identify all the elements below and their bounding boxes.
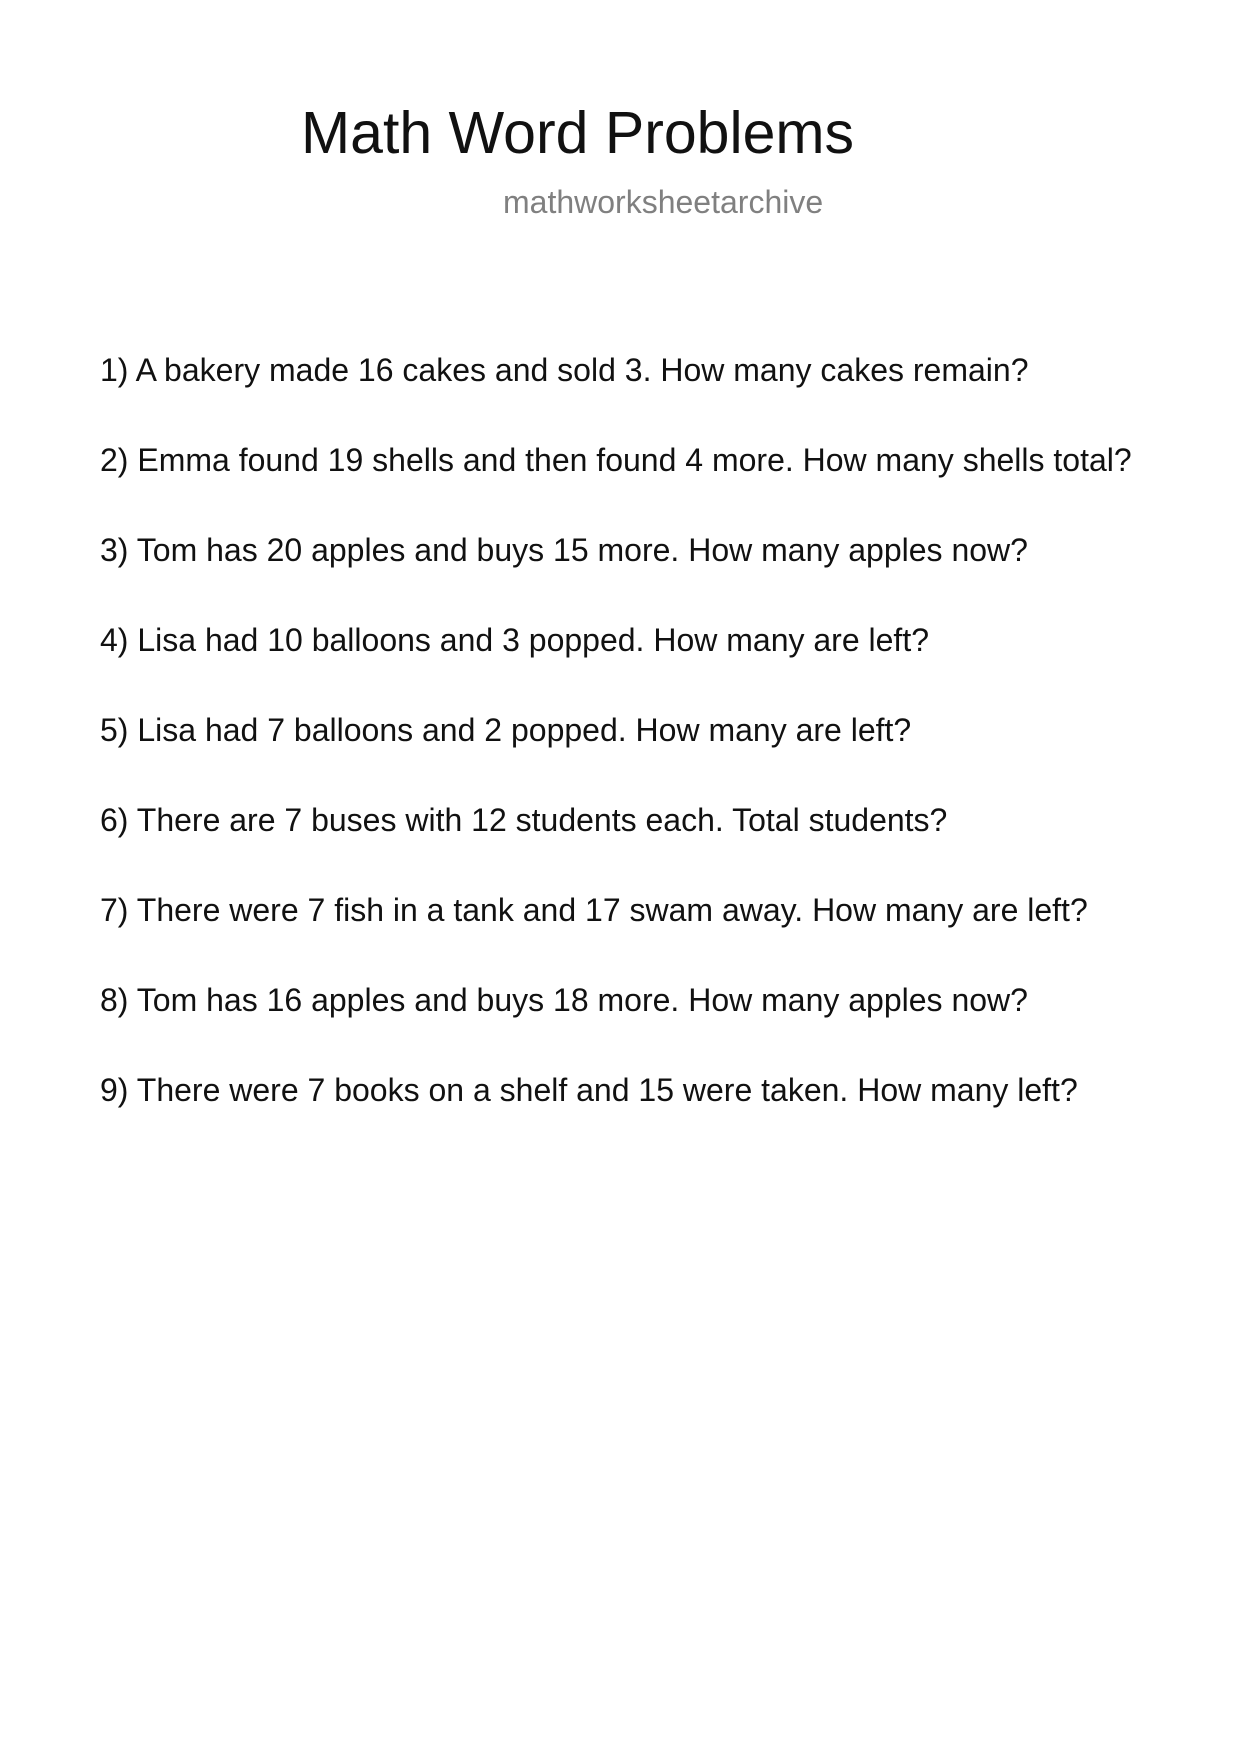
- problem-item-6: 6) There are 7 buses with 12 students each. Total students?: [100, 802, 948, 838]
- problem-item-8: 8) Tom has 16 apples and buys 18 more. How many apples now?: [100, 982, 1028, 1018]
- page-subtitle: mathworksheetarchive: [503, 184, 824, 220]
- problem-item-7: 7) There were 7 fish in a tank and 17 swam away. How many are left?: [100, 892, 1088, 928]
- problem-item-4: 4) Lisa had 10 balloons and 3 popped. How many are left?: [100, 622, 929, 658]
- page-title: Math Word Problems: [301, 100, 855, 166]
- problem-item-3: 3) Tom has 20 apples and buys 15 more. How many apples now?: [100, 532, 1028, 568]
- problem-item-5: 5) Lisa had 7 balloons and 2 popped. How many are left?: [100, 712, 912, 748]
- problem-item-2: 2) Emma found 19 shells and then found 4 more. How many shells total?: [100, 442, 1132, 478]
- problem-item-1: 1) A bakery made 16 cakes and sold 3. How many cakes remain?: [100, 352, 1029, 388]
- problem-list: [100, 346, 1132, 1156]
- problem-item-9: 9) There were 7 books on a shelf and 15 were taken. How many left?: [100, 1072, 1078, 1108]
